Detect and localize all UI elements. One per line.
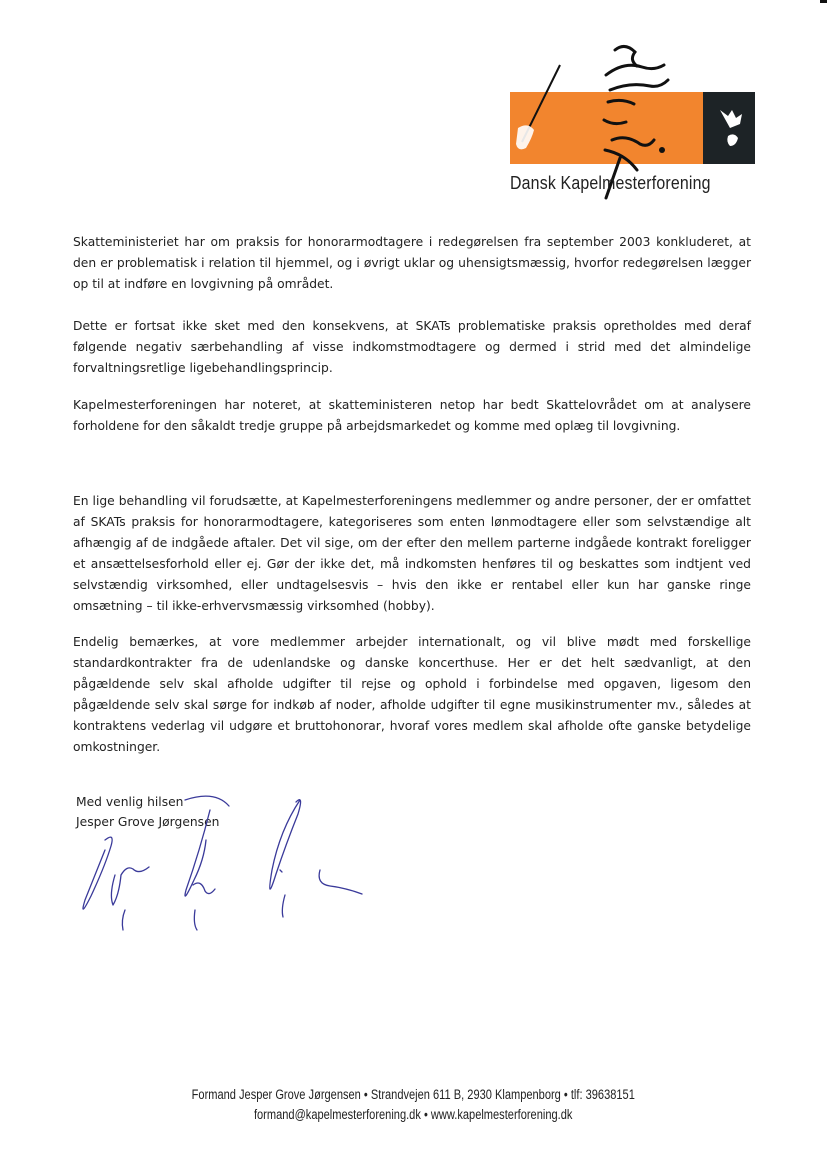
paragraph: Endelig bemærkes, at vore medlemmer arbejder internationalt, og vil blive mødt med forskellige standardkontrakter fra de udenlandske og danske koncerthuse. Her er det helt sædvanligt, at den pågældende selv skal afholde udgifter til rejse og ophold i forbindelse med opgaven, ligesom den pågældende selv skal sørge for indkøb af noder, afholde udgifter til egne musikinstrumenter mv., således at kontraktens vederlag vil udgøre et bruttohonorar, hvoraf vores medlem skal afholde ofte ganske betydelige omkostninger.	[73, 635, 751, 754]
footer-contact-text[interactable]: formand@kapelmesterforening.dk • www.kapelmesterforening.dk	[254, 1107, 573, 1122]
signer-name: Jesper Grove Jørgensen	[76, 815, 220, 829]
letterhead-logo	[500, 40, 820, 210]
scan-corner-mark	[820, 0, 827, 3]
handwritten-signature	[75, 790, 375, 940]
paragraph: Skatteministeriet har om praksis for honorarmodtagere i redegørelsen fra september 2003 konkluderet, at den er problematisk i relation til hjemmel, og i øvrigt uklar og uhensigtsmæssig, hvorfor redegørelsen lægger op til at indføre en lovgivning på området.	[73, 235, 751, 291]
paragraph: En lige behandling vil forudsætte, at Kapelmesterforeningens medlemmer og andre personer, der er omfattet af SKATs praksis for honorarmodtagere, kategoriseres som enten lønmodtagere eller som selvstændige alt afhængig af de indgåede aftaler. Det vil sige, om der efter den mellem parterne indgåede kontrakt foreligger et ansættelsesforhold eller ej. Gør der ikke det, må indkomsten henføres til og beskattes som indtjent ved selvstændig virksomhed, eller undtagelsesvis – hvis den ikke er rentabel eller kun har ganske ringe omsætning – til ikke-erhvervsmæssig virksomhed (hobby).	[73, 494, 751, 613]
paragraph: Dette er fortsat ikke sket med den konsekvens, at SKATs problematiske praksis opretholdes med deraf følgende negativ særbehandling af visse indkomstmodtagere og dermed i strid med det almindelige forvaltningsretlige ligebehandlingsprincip.	[73, 319, 751, 375]
footer-contact	[0, 1107, 827, 1122]
dark-panel-figure-icon	[720, 110, 742, 146]
closing-greeting: Med venlig hilsen	[76, 795, 184, 809]
organization-name: Dansk Kapelmesterforening	[510, 172, 711, 193]
hand-icon	[516, 125, 534, 149]
footer-address-text: Formand Jesper Grove Jørgensen • Strandvejen 611 B, 2930 Klampenborg • tlf: 39638151	[191, 1087, 636, 1102]
paragraph: Kapelmesterforeningen har noteret, at skatteministeren netop har bedt Skattelovrådet om at analysere forholdene for den såkaldt tredje gruppe på arbejdsmarkedet og komme med oplæg til lovgivning.	[73, 398, 751, 433]
footer-address	[0, 1087, 827, 1102]
